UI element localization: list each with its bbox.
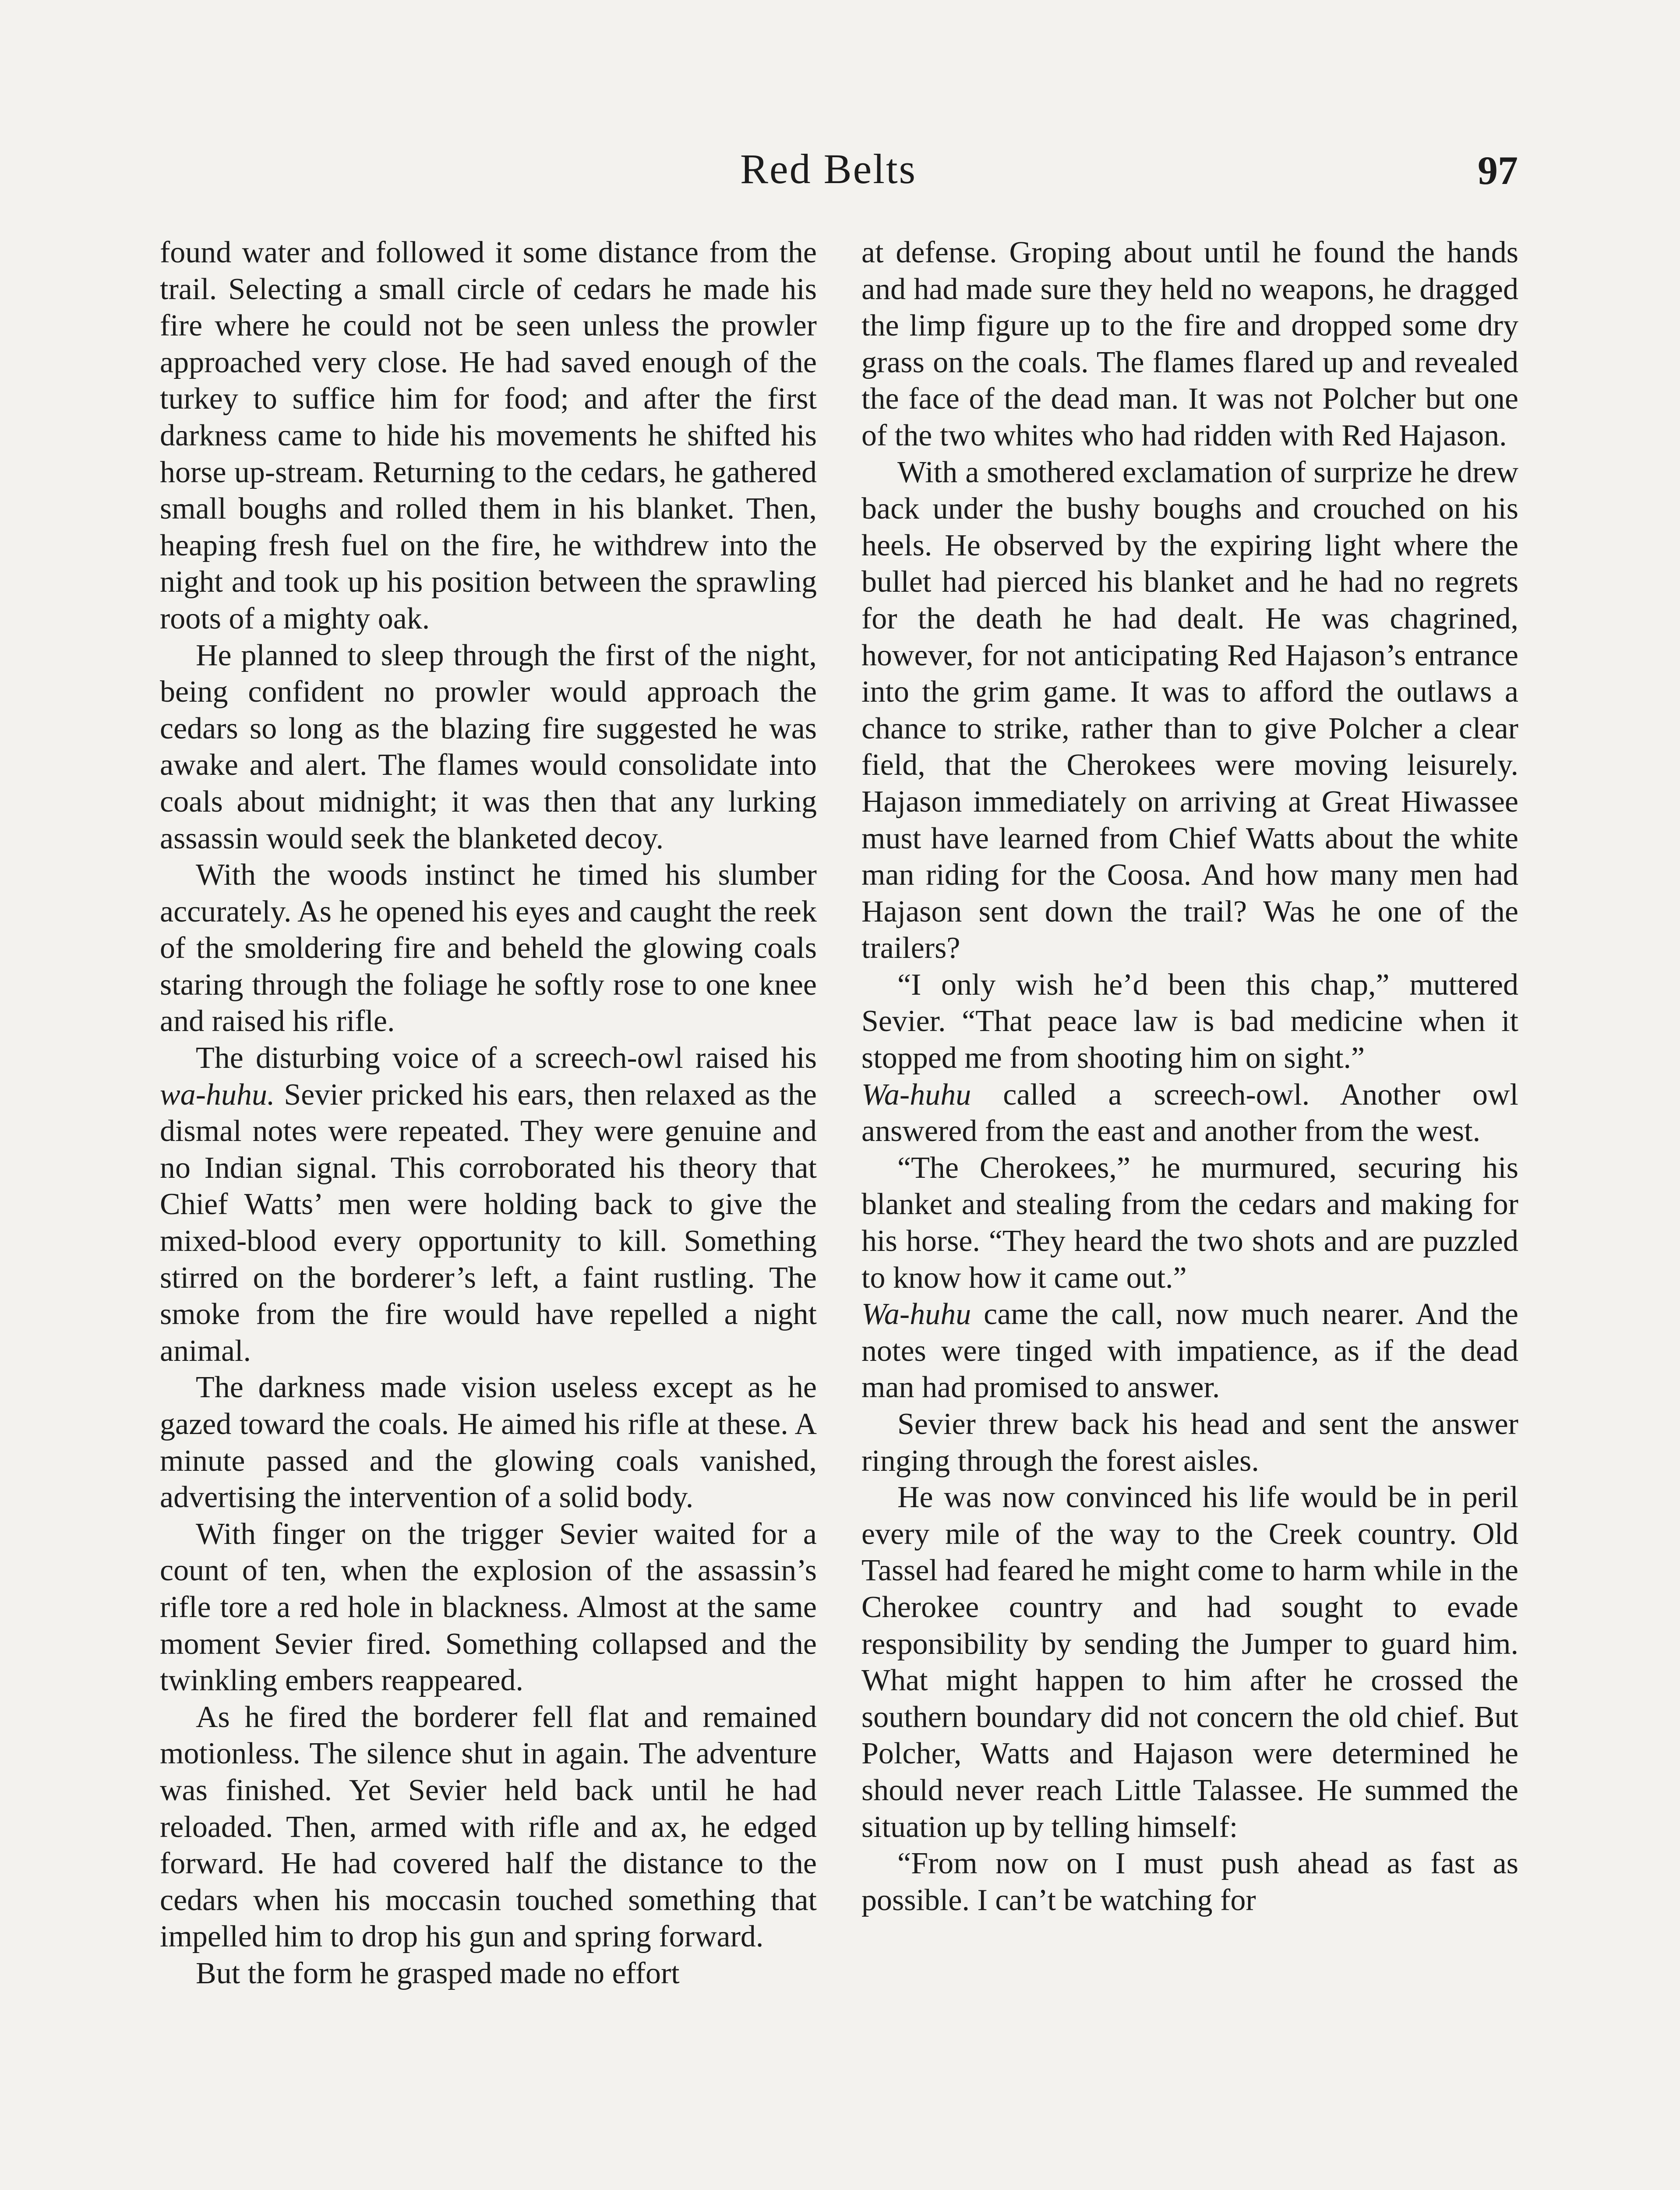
paragraph: Wa-huhu called a screech-owl. Another owl answered from the east and another from the west. (861, 1077, 1518, 1148)
italic-term: Wa-huhu (861, 1077, 971, 1112)
paragraph: With the woods instinct he timed his slumber accurately. As he opened his eyes and caught the reek of the smoldering fire and beheld the glowing coals staring through the foliage he softly rose to one knee and raised his rifle. (160, 858, 817, 1038)
paragraph: With a smothered exclamation of surprize he drew back under the bushy boughs and crouched on his heels. He observed by the expiring light where the bullet had pierced his blanket and he had no regrets for the death he had dealt. He was chagrined, however, for not anticipating Red Hajason’s entrance into the grim game. It was to afford the outlaws a chance to strike, rather than to give Polcher a clear field, that the Cherokees were moving leisurely. Hajason immediately on arriving at Great Hiwassee must have learned from Chief Watts about the white man riding for the Coosa. And how many men had Hajason sent down the trail? Was he one of the trailers? (861, 455, 1518, 965)
paragraph: The darkness made vision useless except as he gazed toward the coals. He aimed his rifle at these. A minute passed and the glowing coals vanished, advertising the intervention of a solid body. (160, 1371, 817, 1515)
right-column (861, 234, 1518, 1918)
paragraph: As he fired the borderer fell flat and remained motionless. The silence shut in again. The adventure was finished. Yet Sevier held back until he had reloaded. Then, armed with rifle and ax, he edged forward. He had covered half the distance to the cedars when his moccasin touched something that impelled him to drop his gun and spring forward. (160, 1700, 817, 1954)
paragraph: “I only wish he’d been this chap,” muttered Sevier. “That peace law is bad medicine when it stopped me from shooting him on sight.” (861, 968, 1518, 1075)
running-title: Red Belts (740, 145, 917, 192)
running-head (0, 145, 1680, 206)
paragraph: found water and followed it some distance from the trail. Selecting a small circle of cedars he made his fire where he could not be seen unless the prowler approached very close. He had saved enough of the turkey to suffice him for food; and after the first darkness came to hide his movements he shifted his horse up-stream. Returning to the cedars, he gathered small boughs and rolled them in his blanket. Then, heaping fresh fuel on the fire, he withdrew into the night and took up his position between the sprawling roots of a mighty oak. (160, 236, 817, 636)
paragraph: “From now on I must push ahead as fast as possible. I can’t be watching for (861, 1847, 1518, 1917)
italic-term: wa-huhu. (160, 1077, 275, 1112)
italic-term: Wa-huhu (861, 1297, 971, 1332)
paragraph: “The Cherokees,” he murmured, securing his blanket and stealing from the cedars and making for his horse. “They heard the two shots and are puzzled to know how it came out.” (861, 1151, 1518, 1295)
paragraph: at defense. Groping about until he found the hands and had made sure they held no weapons, he dragged the limp figure up to the fire and dropped some dry grass on the coals. The flames flared up and revealed the face of the dead man. It was not Polcher but one of the two whites who had ridden with Red Hajason. (861, 236, 1518, 452)
left-column (160, 234, 817, 1992)
paragraph: He was now convinced his life would be in peril every mile of the way to the Creek country. Old Tassel had feared he might come to harm while in the Cherokee country and had sought to evade responsibility by sending the Jumper to guard him. What might happen to him after he crossed the southern boundary did not concern the old chief. But Polcher, Watts and Hajason were determined he should never reach Little Talassee. He summed the situation up by telling himself: (861, 1480, 1518, 1844)
paragraph: The disturbing voice of a screech-owl raised his wa-huhu. Sevier pricked his ears, then relaxed as the dismal notes were repeated. They were genuine and no Indian signal. This corroborated his theory that Chief Watts’ men were holding back to give the mixed-blood every opportunity to kill. Something stirred on the borderer’s left, a faint rustling. The smoke from the fire would have repelled a night animal. (160, 1041, 817, 1368)
paragraph: Wa-huhu came the call, now much nearer. And the notes were tinged with impatience, as if the dead man had promised to answer. (861, 1297, 1518, 1405)
paragraph: But the form he grasped made no effort (196, 1956, 680, 1990)
paragraph: He planned to sleep through the first of the night, being confident no prowler would approach the cedars so long as the blazing fire suggested he was awake and alert. The flames would consolidate into coals about midnight; it was then that any lurking assassin would seek the blanketed decoy. (160, 638, 817, 855)
page-number: 97 (1478, 148, 1518, 193)
paragraph: With finger on the trigger Sevier waited for a count of ten, when the explosion of the assassin’s rifle tore a red hole in blackness. Almost at the same moment Sevier fired. Something collapsed and the twinkling embers reappeared. (160, 1517, 817, 1698)
paragraph: Sevier threw back his head and sent the answer ringing through the forest aisles. (861, 1407, 1518, 1478)
